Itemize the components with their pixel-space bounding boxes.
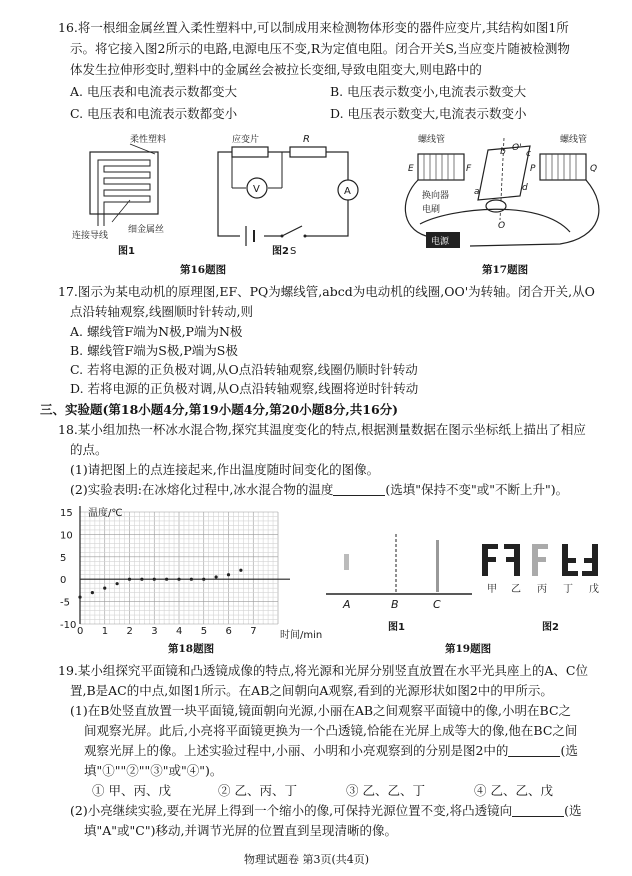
data-point: [239, 569, 242, 572]
label-q: Q: [590, 164, 598, 174]
label-commutator: 换向器: [422, 191, 450, 201]
y-tick-label: 5: [60, 552, 67, 564]
x-tick-label: 3: [151, 626, 158, 637]
q17-caption: 第17题图: [482, 264, 529, 276]
chart-ylabel: 温度/℃: [88, 508, 123, 519]
data-point: [103, 587, 106, 590]
q16-option-b: B. 电压表示数变小,电流表示数变大: [330, 84, 527, 99]
shape-bing: [532, 544, 548, 576]
label-v: V: [253, 184, 260, 195]
y-tick-label: 10: [60, 530, 73, 542]
x-tick-label: 7: [250, 626, 257, 637]
label-a: A: [344, 186, 351, 197]
q16-line1: 16.将一根细金属丝置入柔性塑料中,可以制成用来检测物体形变的器件应变片,其结构如图1所: [58, 20, 569, 35]
q17-option-d: D. 若将电源的正负极对调,从O点沿转轴观察,线圈将逆时针转动: [70, 381, 419, 396]
q19-line7: [70, 803, 582, 819]
q17-option-a: A. 螺线管F端为N极,P端为N极: [70, 324, 243, 339]
label-wu: 戊: [589, 584, 599, 595]
fig2-q19-caption: 图2: [542, 622, 559, 633]
data-point: [91, 591, 94, 594]
q17-line1: 17.图示为某电动机的原理图,EF、PQ为螺线管,abcd为电动机的线圈,OO'为转轴。闭合开关,从O: [58, 284, 595, 299]
light-source: [344, 554, 349, 570]
q16-option-a: A. 电压表和电流表示数都变大: [70, 84, 237, 99]
label-bing: 丙: [537, 584, 547, 595]
temperature-chart: [30, 502, 330, 652]
answer-blank-q19-1[interactable]: [508, 744, 560, 757]
label-p: P: [530, 164, 536, 174]
label-pos-a: A: [343, 598, 351, 611]
strain-gauge-figure: [72, 133, 166, 257]
label-strain-gauge: 应变片: [232, 135, 260, 145]
q18-line2: 的点。: [70, 442, 108, 457]
solenoid-pq: [540, 154, 586, 180]
x-tick-label: 0: [77, 626, 84, 637]
x-tick-label: 6: [225, 626, 232, 637]
y-tick-label: -10: [60, 620, 77, 631]
q17-option-c: C. 若将电源的正负极对调,从O点沿转轴观察,线圈仍顺时针转动: [70, 362, 418, 377]
q19-line3: (1)在B处竖直放置一块平面镜,镜面朝向光源,小丽在AB之间观察平面镜中的像,小明在BC之: [70, 703, 572, 718]
data-point: [128, 578, 131, 581]
chart-grid: [80, 512, 278, 624]
label-yi: 乙: [511, 584, 521, 595]
label-source: 电源: [431, 237, 450, 247]
q18-sub2: [70, 482, 568, 498]
shape-ding: [562, 544, 578, 576]
answer-blank-q19-2[interactable]: [512, 804, 564, 817]
label-c: c: [526, 149, 531, 159]
shape-wu: [582, 544, 598, 576]
label-d: d: [522, 183, 528, 193]
data-point: [202, 578, 205, 581]
q19-line6: 填"①""②""③"或"④")。: [84, 763, 223, 778]
label-tube-right: 螺线管: [560, 135, 588, 145]
y-tick-label: 15: [60, 508, 73, 519]
data-point: [140, 578, 143, 581]
x-tick-label: 4: [176, 626, 183, 637]
q19-option-4: ④ 乙、乙、戊: [474, 783, 553, 798]
y-tick-label: 0: [60, 575, 67, 587]
q19-figure: [322, 520, 622, 650]
x-tick-label: 5: [200, 626, 208, 637]
motor-figure: [405, 133, 599, 248]
label-s: S: [290, 246, 297, 257]
section-3-heading: 三、实验题(第18小题4分,第19小题4分,第20小题8分,共16分): [40, 402, 399, 417]
data-point: [153, 578, 156, 581]
label-a-coil: a: [474, 187, 480, 197]
label-tube-left: 螺线管: [418, 135, 446, 145]
q19-line1: 19.某小组探究平面镜和凸透镜成像的特点,将光源和光屏分别竖直放置在水平光具座上的A、C位: [58, 663, 588, 678]
q17-line2: 点沿转轴观察,线圈顺时针转动,则: [70, 304, 253, 319]
label-f: F: [466, 164, 472, 174]
label-r: R: [303, 134, 310, 145]
x-tick-label: 2: [126, 626, 133, 637]
label-jia: 甲: [487, 584, 497, 595]
q16-caption: 第16题图: [180, 264, 227, 276]
label-pos-b: B: [391, 598, 399, 611]
data-point: [177, 578, 180, 581]
fig1-q19-caption: 图1: [388, 622, 405, 633]
shape-jia: [482, 544, 498, 576]
q16-line2: 示。将它接入图2所示的电路,电源电压不变,R为定值电阻。闭合开关S,当应变片随被检测物: [70, 41, 570, 56]
label-pos-c: C: [433, 598, 441, 611]
q19-option-2: ② 乙、丙、丁: [218, 783, 297, 798]
answer-blank-q18[interactable]: [333, 483, 385, 496]
q18-caption: 第18题图: [168, 643, 215, 655]
q19-line5: [84, 743, 578, 759]
data-point: [190, 578, 193, 581]
q19-line7-text: (2)小亮继续实验,要在光屏上得到一个缩小的像,可保持光源位置不变,将凸透镜向: [70, 803, 513, 818]
strain-gauge-resistor: [232, 147, 268, 157]
label-b: b: [500, 147, 506, 157]
fig2-caption: 图2: [272, 246, 289, 257]
fixed-resistor: [290, 147, 326, 157]
q19-line7-tail: (选: [564, 803, 582, 818]
label-metal-wire: 细金属丝: [128, 225, 165, 235]
q18-sub2-text: (2)实验表明:在冰熔化过程中,冰水混合物的温度: [70, 482, 334, 497]
chart-xlabel: 时间/min: [280, 630, 323, 641]
q18-sub2-tail: (选填"保持不变"或"不断上升")。: [385, 482, 569, 497]
label-e: E: [408, 164, 414, 174]
q18-sub1: (1)请把图上的点连接起来,作出温度随时间变化的图像。: [70, 462, 380, 477]
label-connect-wire: 连接导线: [72, 231, 109, 241]
q19-line2: 置,B是AC的中点,如图1所示。在AB之间朝向A观察,看到的光源形状如图2中的甲所示。: [70, 683, 553, 698]
data-point: [165, 578, 168, 581]
label-ding: 丁: [563, 584, 573, 595]
optical-bench-figure: [326, 534, 472, 633]
q16-q17-figures: [0, 128, 632, 288]
data-point: [78, 596, 81, 599]
label-o-prime: O': [512, 143, 522, 153]
q19-caption: 第19题图: [445, 643, 492, 655]
q16-line3: 体发生拉伸形变时,塑料中的金属丝会被拉长变细,导致电阻变大,则电路中的: [70, 62, 482, 77]
q19-option-3: ③ 乙、乙、丁: [346, 783, 425, 798]
y-tick-label: -5: [60, 597, 70, 609]
q17-option-b: B. 螺线管F端为S极,P端为S极: [70, 343, 238, 358]
data-point: [215, 575, 218, 578]
image-shapes-figure: [482, 544, 599, 633]
q19-line8: 填"A"或"C")移动,并调节光屏的位置直到呈现清晰的像。: [84, 823, 397, 838]
q18-line1: 18.某小组加热一杯冰水混合物,探究其温度变化的特点,根据测量数据在图示坐标纸上描出了相应: [58, 422, 586, 437]
commutator-icon: [486, 200, 506, 212]
q16-option-d: D. 电压表示数变大,电流表示数变小: [330, 106, 527, 121]
label-o: O: [498, 221, 506, 231]
q19-line5-text: 观察光屏上的像。上述实验过程中,小丽、小明和小亮观察到的分别是图2中的: [84, 743, 509, 758]
data-point: [227, 573, 230, 576]
q19-option-1: ① 甲、丙、戊: [92, 783, 171, 798]
page-footer: 物理试题卷 第3页(共4页): [244, 853, 370, 866]
shape-yi: [504, 544, 520, 576]
screen: [436, 540, 439, 592]
label-brush: 电刷: [422, 205, 441, 215]
data-point: [116, 582, 119, 585]
q19-line4: 间观察光屏。此后,小亮将平面镜更换为一个凸透镜,恰能在光屏上成等大的像,他在BC之间: [84, 723, 578, 738]
q19-line5-tail: (选: [560, 743, 578, 758]
solenoid-ef: [418, 154, 464, 180]
fig1-caption: 图1: [118, 246, 135, 257]
x-tick-label: 1: [101, 626, 109, 637]
q16-option-c: C. 电压表和电流表示数都变小: [70, 106, 238, 121]
label-plastic: 柔性塑料: [130, 135, 167, 145]
circuit-figure: [218, 133, 358, 257]
